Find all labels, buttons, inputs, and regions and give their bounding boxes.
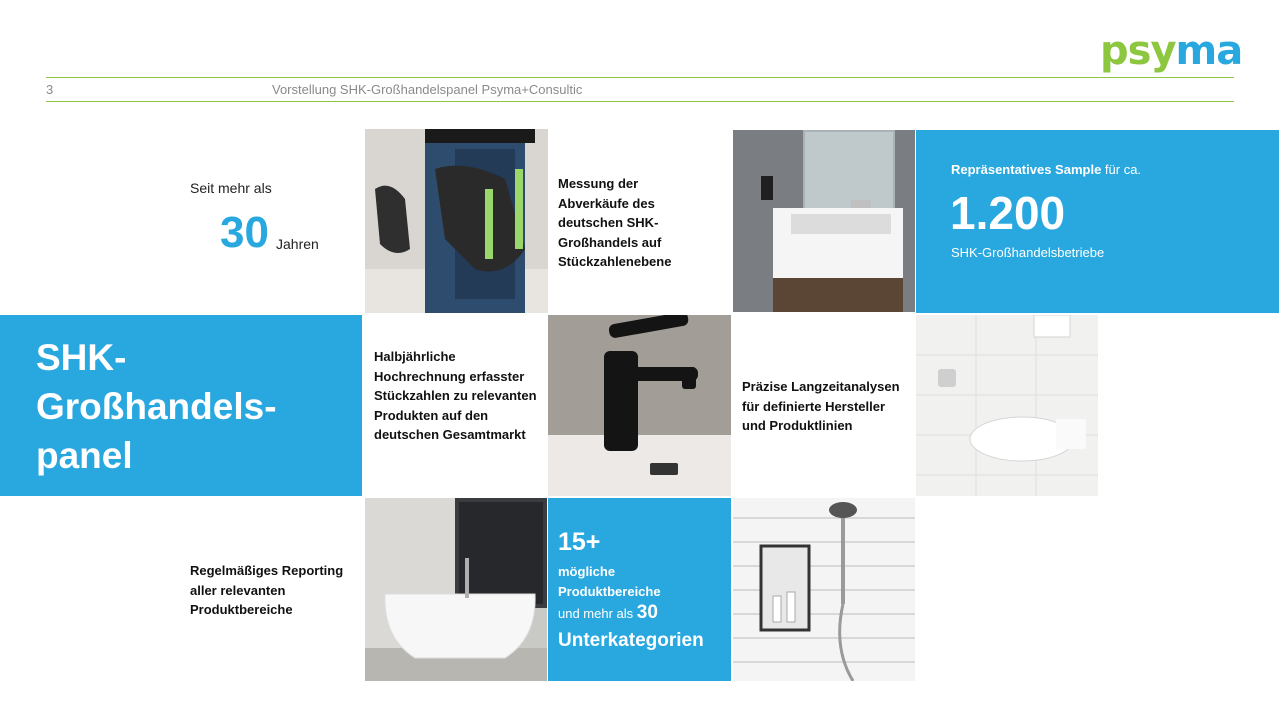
years-number: 30 xyxy=(220,208,269,257)
categories-number: 15+ xyxy=(558,528,601,556)
sample-tile xyxy=(916,130,1279,313)
years-unit: Jahren xyxy=(276,236,319,252)
psyma-logo: psyma xyxy=(1100,28,1243,74)
years-tile xyxy=(180,130,360,312)
sample-number: 1.200 xyxy=(950,187,1066,239)
measurement-text: Messung der Abverkäufe des deutschen SHK-Großhandels auf Stückzahlenebene xyxy=(558,176,672,269)
panel-title-tile xyxy=(0,315,362,496)
shower-head-photo xyxy=(733,498,915,681)
categories-label: mögliche Produktbereiche xyxy=(558,564,661,599)
black-faucet-photo xyxy=(548,315,731,496)
wall-toilet-photo xyxy=(916,315,1098,496)
header-line-top xyxy=(46,77,1234,78)
worker-gloves-photo xyxy=(365,129,548,313)
bathroom-sink-photo xyxy=(733,130,915,312)
longterm-text: Präzise Langzeitanalysen für definierte Hersteller und Produktlinien xyxy=(742,379,900,433)
projection-tile xyxy=(364,315,547,496)
panel-title: SHK- Großhandels- panel xyxy=(36,337,277,476)
years-prefix: Seit mehr als xyxy=(190,180,272,196)
categories-subcategories: Unterkategorien xyxy=(558,630,704,651)
projection-text: Halbjährliche Hochrechnung erfasster Stückzahlen zu relevanten Produkten auf den deutschen Gesamtmarkt xyxy=(374,349,537,442)
freestanding-bathtub-photo xyxy=(365,498,547,681)
categories-more: und mehr als 30 xyxy=(558,602,658,623)
sample-caption: SHK-Großhandelsbetriebe xyxy=(951,245,1105,260)
sample-heading: Repräsentatives Sample für ca. xyxy=(951,162,1142,177)
reporting-tile xyxy=(180,498,363,680)
header-line-bottom xyxy=(46,101,1234,102)
page-number: 3 xyxy=(46,82,54,97)
page-title: Vorstellung SHK-Großhandelspanel Psyma+Consultic xyxy=(272,82,583,97)
longterm-tile xyxy=(733,315,915,496)
reporting-text: Regelmäßiges Reporting aller relevanten Produktbereiche xyxy=(190,563,344,617)
categories-tile xyxy=(548,498,731,681)
measurement-tile xyxy=(548,130,732,312)
